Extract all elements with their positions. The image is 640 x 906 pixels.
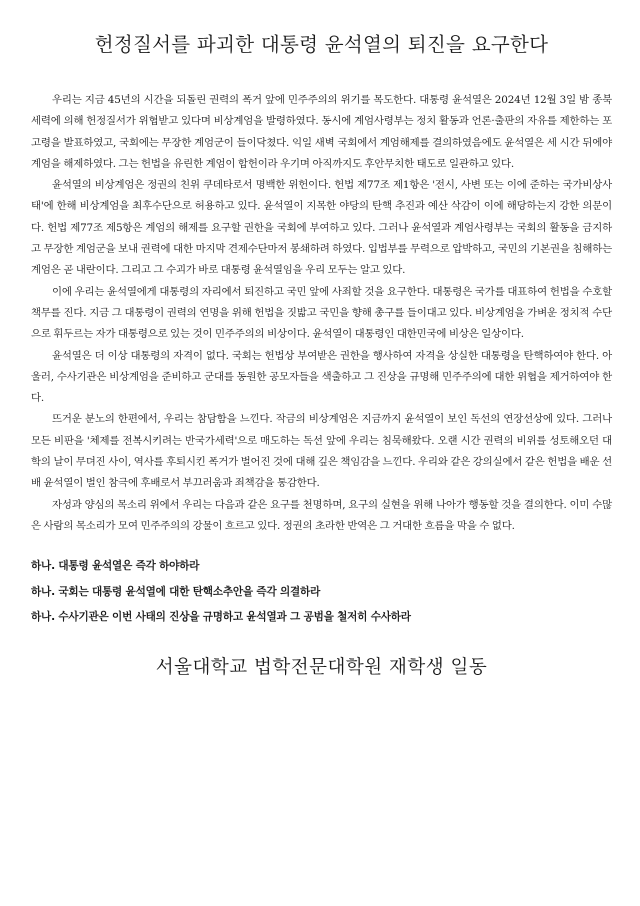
demand-list bbox=[31, 554, 612, 631]
paragraph-3: 이에 우리는 윤석열에게 대통령의 자리에서 퇴진하고 국민 앞에 사죄할 것을 요구한다. 대통령은 국가를 대표하여 헌법을 수호할 책무를 진다. 지금 그 대통령이 권력의 연명을 위해 헌법을 짓밟고 국민을 향해 총구를 들이대고 있다. 비상계엄을 가벼운 정치적 수단으로 휘두르는 자가 대통령으로 있는 것이 민주주의의 비상이다. 윤석열이 대통령인 대한민국에 비상은 일상이다. bbox=[31, 285, 612, 341]
paragraph-5: 뜨거운 분노의 한편에서, 우리는 참담함을 느낀다. 작금의 비상계엄은 지금까지 윤석열이 보인 독선의 연장선상에 있다. 그러나 모든 비판을 '체제를 전복시키려는 반국가세력'으로 매도하는 독선 앞에 우리는 침묵해왔다. 오랜 시간 권력의 비위를 성토해오던 대학의 날이 무뎌진 사이, 역사를 후퇴시킨 폭거가 벌어진 것에 대해 깊은 책임감을 느낀다. 우리와 같은 강의실에서 같은 헌법을 배운 선배 윤석열이 벌인 참극에 후배로서 부끄러움과 죄책감을 통감한다. bbox=[31, 413, 612, 490]
demand-1: 하나. 대통령 윤석열은 즉각 하야하라 bbox=[31, 560, 200, 573]
statement-body bbox=[31, 90, 612, 537]
paragraph-2: 윤석열의 비상계엄은 정권의 친위 쿠데타로서 명백한 위헌이다. 헌법 제77조 제1항은 '전시, 사변 또는 이에 준하는 국가비상사태'에 한해 비상계엄을 최후수단으로 허용하고 있다. 윤석열이 지목한 야당의 탄핵 추진과 예산 삭감이 이에 해당하는지 강한 의문이다. 헌법 제77조 제5항은 계엄의 해제를 요구할 권한을 국회에 부여하고 있다. 그러나 윤석열과 계엄사령부는 국회의 활동을 금지하고 무장한 계엄군을 보내 권력에 대한 마지막 견제수단마저 봉쇄하려 하였다. 입법부를 무력으로 압박하고, 국민의 기본권을 침해하는 계엄은 곧 내란이다. 그리고 그 수괴가 바로 대통령 윤석열임을 우리 모두는 알고 있다. bbox=[31, 179, 612, 277]
paragraph-6: 자성과 양심의 목소리 위에서 우리는 다음과 같은 요구를 천명하며, 요구의 실현을 위해 나아가 행동할 것을 결의한다. 이미 수많은 사람의 목소리가 모여 민주주의의 강물이 흐르고 있다. 정권의 초라한 반역은 그 거대한 흐름을 막을 수 없다. bbox=[31, 498, 612, 532]
document-title: 헌정질서를 파괴한 대통령 윤석열의 퇴진을 요구한다 bbox=[94, 33, 549, 56]
signature: 서울대학교 법학전문대학원 재학생 일동 bbox=[155, 656, 488, 678]
paragraph-4: 윤석열은 더 이상 대통령의 자격이 없다. 국회는 헌법상 부여받은 권한을 행사하여 자격을 상실한 대통령을 탄핵하여야 한다. 아울러, 수사기관은 비상계엄을 준비하고 군대를 동원한 공모자들을 색출하고 그 진상을 규명해 민주주의에 대한 위협을 제거하여야 한다. bbox=[31, 349, 612, 405]
demand-2: 하나. 국회는 대통령 윤석열에 대한 탄핵소추안을 즉각 의결하라 bbox=[31, 585, 321, 598]
demand-3: 하나. 수사기관은 이번 사태의 진상을 규명하고 윤석열과 그 공범을 철저히 수사하라 bbox=[31, 611, 411, 624]
paragraph-1: 우리는 지금 45년의 시간을 되돌린 권력의 폭거 앞에 민주주의의 위기를 목도한다. 대통령 윤석열은 2024년 12월 3일 밤 종북세력에 의해 헌정질서가 위협받고 있다며 비상계엄을 발령하였다. 동시에 계엄사령부는 정치 활동과 언론·출판의 자유를 제한하는 포고령을 발표하였고, 국회에는 무장한 계엄군이 들이닥쳤다. 익일 새벽 국회에서 계엄해제를 결의하였음에도 윤석열은 세 시간 뒤에야 계엄을 해제하였다. 그는 헌법을 유린한 계엄이 합헌이라 우기며 아직까지도 후안무치한 태도로 일관하고 있다. bbox=[31, 94, 612, 170]
